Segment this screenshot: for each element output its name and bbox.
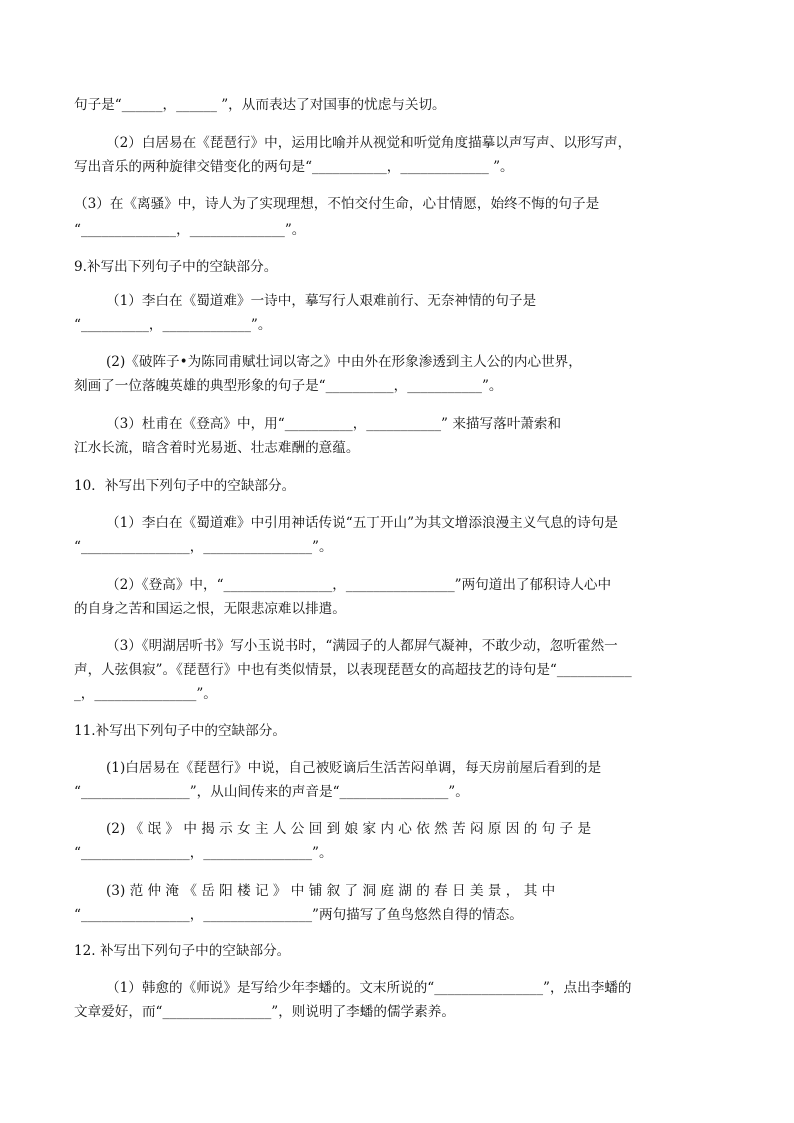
- question-11-3: (3) 范 仲 淹 《 岳 阳 楼 记 》 中 铺 叙 了 洞 庭 湖 的 春 日 美 景 ， 其 中: [106, 883, 556, 899]
- text-line: _，_______________”。: [74, 686, 217, 702]
- question-8-2: （2）白居易在《琵琶行》中，运用比喻并从视觉和听觉角度描摹以声写声、以形写声，: [106, 135, 632, 151]
- question-heading-11: 11.补写出下列句子中的空缺部分。: [74, 723, 286, 739]
- question-12-1: （1）韩愈的《师说》是写给少年李蟠的。文末所说的“________________”，点出李蟠的: [106, 980, 632, 996]
- text-line: “________________，________________”两句描写了鱼鸟悠然自得的情态。: [74, 907, 523, 923]
- question-9-1: （1）李白在《蜀道难》一诗中，摹写行人艰难前行、无奈神情的句子是: [106, 293, 537, 309]
- text-line: 江水长流，暗含着时光易逝、壮志难酬的意蕴。: [74, 440, 360, 456]
- question-heading-12: 12. 补写出下列句子中的空缺部分。: [74, 943, 291, 959]
- text-line: 写出音乐的两种旋律交错变化的两句是“___________，_____________ ”。: [74, 159, 514, 175]
- text-line: 刻画了一位落魄英雄的典型形象的句子是“__________，___________”。: [74, 378, 503, 394]
- question-9-3: （3）杜甫在《登高》中，用“__________，___________” 来描写落叶萧索和: [106, 416, 562, 432]
- question-11-2: (2) 《 氓 》 中 揭 示 女 主 人 公 回 到 娘 家 内 心 依 然 苦 闷 原 因 的 句 子 是: [106, 821, 592, 837]
- question-9-2: (2)《破阵子•为陈同甫赋壮词以寄之》中由外在形象渗透到主人公的内心世界，: [106, 354, 582, 370]
- text-line: 文章爱好，而“________________”，则说明了李蟠的儒学素养。: [74, 1004, 455, 1020]
- text-line: “__________，_____________”。: [74, 317, 272, 333]
- text-line: “________________，________________”。: [74, 539, 333, 555]
- text-line: 句子是“______，______ ”，从而表达了对国事的忧虑与关切。: [74, 97, 446, 113]
- question-11-1: (1)白居易在《琵琶行》中说，自己被贬谪后生活苦闷单调，每天房前屋后看到的是: [106, 760, 602, 776]
- question-8-3: （3）在《离骚》中，诗人为了实现理想，不怕交付生命，心甘情愿，始终不悔的句子是: [74, 196, 600, 212]
- question-10-3: （3）《明湖居听书》写小玉说书时，“满园子的人都屏气凝神，不敢少动，忽听霍然一: [106, 638, 618, 654]
- question-10-1: （1）李白在《蜀道难》中引用神话传说“五丁开山”为其文增添浪漫主义气息的诗句是: [106, 515, 618, 531]
- question-heading-9: 9.补写出下列句子中的空缺部分。: [74, 259, 278, 275]
- text-line: “________________”，从山间传来的声音是“________________”。: [74, 784, 469, 800]
- question-10-2: （2）《登高》中，“________________，________________”两句道出了郁积诗人心中: [106, 577, 612, 593]
- text-line: “______________，______________”。: [74, 222, 306, 238]
- text-line: “________________，________________”。: [74, 845, 333, 861]
- text-line: 声，人弦俱寂”。《琵琶行》中也有类似情景，以表现琵琶女的高超技艺的诗句是“___________: [74, 662, 632, 678]
- question-heading-10: 10．补写出下列句子中的空缺部分。: [74, 478, 296, 494]
- text-line: 的自身之苦和国运之恨，无限悲凉难以排遣。: [74, 601, 346, 617]
